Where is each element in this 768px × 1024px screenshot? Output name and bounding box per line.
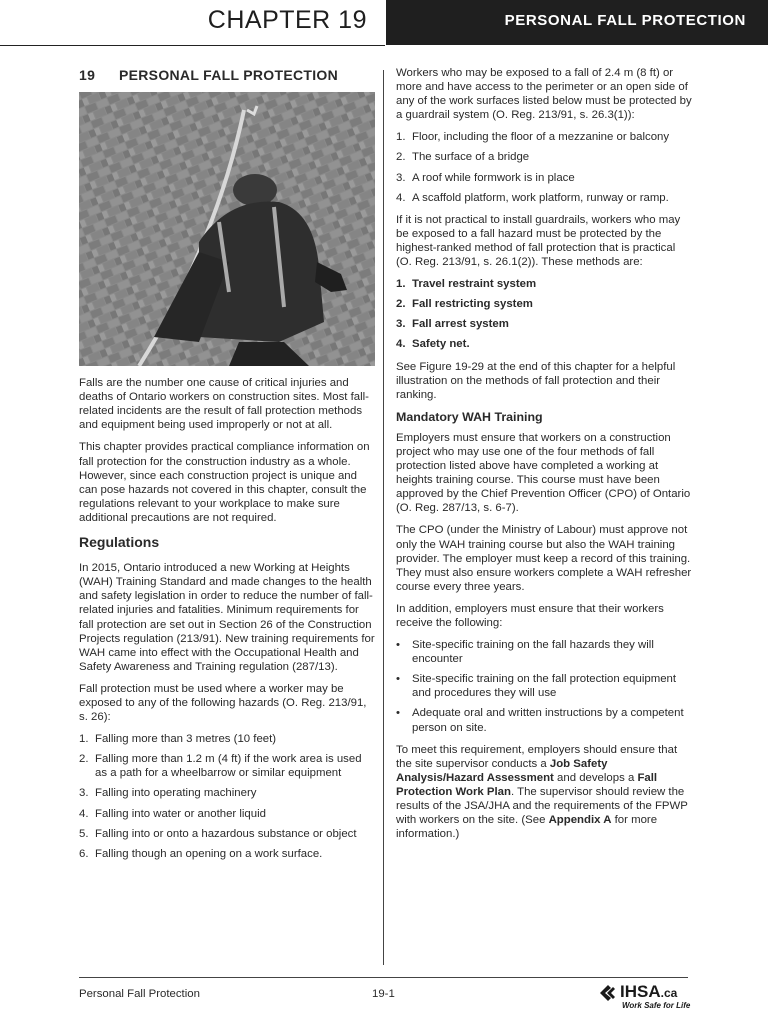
list-item: 6. Falling though an opening on a work surface. xyxy=(79,847,323,860)
section-title: 19 PERSONAL FALL PROTECTION xyxy=(79,67,339,83)
list-item: • Site-specific training on the fall hazards they will encounter xyxy=(396,639,654,666)
list-item: 2. Falling more than 1.2 m (4 ft) if the work area is used as a path for a wheelbarrow or similar equipment xyxy=(79,753,362,780)
wah-paragraph-3: In addition, employers must ensure that their workers receive the following: xyxy=(396,602,664,629)
list-item: 1. Falling more than 3 metres (10 feet) xyxy=(79,733,277,746)
list-item: • Adequate oral and written instructions by a competent person on site. xyxy=(396,707,684,734)
regulations-heading: Regulations xyxy=(79,534,160,551)
regulations-paragraph-2: Fall protection must be used where a worker may be exposed to any of the following hazards (O. Reg. 213/91, s. 26): xyxy=(79,682,367,724)
list-item: 4. Falling into water or another liquid xyxy=(79,807,266,820)
methods-paragraph: If it is not practical to install guardrails, workers who may be exposed to a fall hazard must be protected by the highest-ranked method of fall protection that is practical (O. Reg. 213/91, s. 26.1(2)). These methods are: xyxy=(396,213,681,269)
methods-list xyxy=(396,277,692,351)
list-item: 2. The surface of a bridge xyxy=(396,151,530,164)
list-item: 1. Travel restraint system xyxy=(396,278,537,291)
list-item: 3. Falling into operating machinery xyxy=(79,787,257,800)
wah-heading: Mandatory WAH Training xyxy=(396,409,543,424)
page-number: 19-1 xyxy=(372,988,395,1000)
ihsa-logo-icon xyxy=(598,983,620,1003)
figure-reference-paragraph: See Figure 19-29 at the end of this chapter for a helpful illustration on the methods of fall protection and their ranking. xyxy=(396,360,676,401)
header-title-bar xyxy=(386,0,768,45)
wah-paragraph-2: The CPO (under the Ministry of Labour) must approve not only the WAH training course but also the WAH training provider. The employer must keep a record of this training. They must also ensure workers complete a WAH refresher course every three years. xyxy=(396,524,692,593)
list-item: 1. Floor, including the floor of a mezzanine or balcony xyxy=(396,131,670,144)
list-item: 4. Safety net. xyxy=(396,338,470,351)
intro-paragraph-2: This chapter provides practical compliance information on fall protection for the construction industry as a whole. However, since each construction project is unique and can pose hazards not covered in this chapter, consult the regulations relevant to your workplace to make sure additional precautions are not required. xyxy=(79,441,370,524)
list-item: 3. A roof while formwork is in place xyxy=(396,171,575,184)
guardrail-paragraph: Workers who may be exposed to a fall of 2.4 m (8 ft) or more and have access to the perimeter or an open side of any of the work surfaces listed below must be protected by a guardrail system (O. Reg. 213/91, s. 26.3(1)): xyxy=(396,67,692,122)
list-item: 3. Fall arrest system xyxy=(396,318,509,331)
right-column xyxy=(396,66,692,849)
surface-list xyxy=(396,130,692,204)
left-column xyxy=(79,66,375,869)
roof-worker-photo xyxy=(79,92,375,366)
wah-paragraph-1: Employers must ensure that workers on a construction project who may use one of the four methods of fall protection listed above have completed a working at heights training course. This course must have been approved by the Chief Prevention Officer (CPO) of Ontario (O. Reg. 287/13, s. 6-7). xyxy=(396,431,691,515)
chapter-label: CHAPTER 19 xyxy=(207,6,367,34)
list-item: 5. Falling into or onto a hazardous substance or object xyxy=(79,827,357,840)
regulations-paragraph-1: In 2015, Ontario introduced a new Working at Heights (WAH) Training Standard and made changes to the health and safety legislation in order to reduce the number of fall-related injuries and fatalities. Minimum requirements for fall protection are set out in Section 26 of the Construction Projects regulation (213/91). New training requirements for WAH came into effect with the Occupational Health and Safety Awareness and Training regulation (287/13). xyxy=(79,562,375,673)
logo-tagline: Work Safe for Life xyxy=(622,1001,691,1010)
footer-rule xyxy=(79,977,688,978)
list-item: 4. A scaffold platform, work platform, runway or ramp. xyxy=(396,191,669,204)
training-bullet-list xyxy=(396,638,692,735)
list-item: 2. Fall restricting system xyxy=(396,298,533,311)
hazard-list xyxy=(79,732,375,861)
supervisor-paragraph: To meet this requirement, employers should ensure that the site supervisor conducts a Job Safety Analysis/Hazard Assessment and develops a Fall Protection Work Plan. The supervisor should review the results of the JSA/JHA and the requirements of the FPWP with workers on the site. (See Appendix A for more information.) xyxy=(396,743,688,841)
ihsa-logo xyxy=(598,980,693,1016)
intro-paragraph-1: Falls are the number one cause of critical injuries and deaths of Ontario workers on construction sites. Most fall-related incidents are the result of fall protection methods and equipment being used improperly or not at all. xyxy=(79,377,369,432)
logo-text: IHSA.ca xyxy=(620,982,678,1001)
column-divider xyxy=(383,70,384,965)
list-item: • Site-specific training on the fall protection equipment and procedures they will use xyxy=(396,673,677,700)
header-chapter-box xyxy=(0,0,385,46)
footer-title: Personal Fall Protection xyxy=(79,988,200,1000)
header-title: PERSONAL FALL PROTECTION xyxy=(504,12,746,29)
